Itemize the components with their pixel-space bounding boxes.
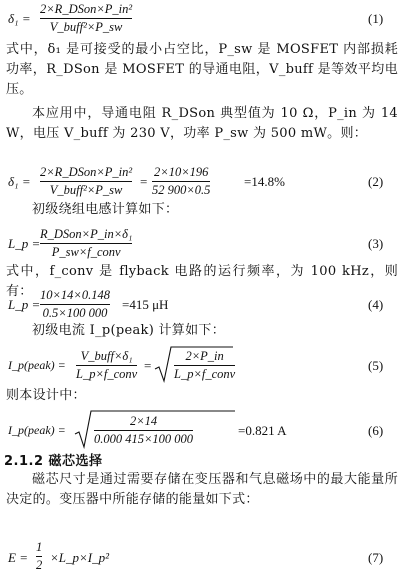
eq2-result: =14.8% [244, 174, 285, 189]
eq4-numerator: 10×14×0.148 [40, 288, 110, 302]
eq3-number: (3) [368, 236, 384, 251]
eq6-lhs: I_p(peak) = [8, 423, 66, 437]
eq4-fraction [40, 288, 110, 321]
eq2-number: (2) [368, 174, 384, 189]
paragraph-1: 式中，δ₁ 是可接受的最小占空比，P_sw 是 MOSFET 内部损耗功率，R_DSon 是 MOSFET 的导通电阻，V_buff 是等效平均电压。 [6, 42, 398, 97]
eq6-result: =0.821 A [238, 423, 287, 438]
eq4-number: (4) [368, 297, 384, 312]
eq1-lhs: δ₁ = [8, 11, 31, 26]
eq5-denominator-2: L_p×f_conv [174, 367, 236, 381]
eq6-numerator: 2×14 [129, 414, 158, 428]
eq3-numerator: R_DSon×P_in×δ₁ [40, 227, 133, 241]
fraction-bar [40, 304, 110, 305]
fraction-bar [152, 181, 210, 182]
eq2-fraction-numeric [152, 165, 210, 198]
fraction-bar [36, 556, 42, 557]
eq5-equals: = [144, 358, 152, 373]
eq5-number: (5) [368, 358, 384, 373]
paragraph-5: 初级电流 I_p(peak) 计算如下： [32, 323, 226, 338]
eq7-fraction [36, 540, 42, 573]
eq6-denominator: 0.000 415×100 000 [94, 432, 194, 446]
eq1-numerator: 2×R_DSon×P_in² [40, 2, 133, 16]
eq3-fraction [40, 227, 132, 260]
eq1-fraction [40, 2, 132, 35]
eq4-denominator: 0.5×100 000 [42, 306, 108, 320]
fraction-bar [76, 365, 137, 366]
fraction-bar [40, 243, 132, 244]
eq5-denominator-1: L_p×f_conv [76, 367, 138, 381]
eq2-denominator-numeric: 52 900×0.5 [152, 183, 211, 197]
eq2-numerator-symbolic: 2×R_DSon×P_in² [40, 165, 133, 179]
eq5-fraction-1 [76, 349, 137, 382]
fraction-bar [94, 430, 193, 431]
eq3-denominator: P_sw×f_conv [51, 245, 121, 259]
eq6-number: (6) [368, 423, 384, 438]
fraction-bar [40, 18, 132, 19]
eq1-number: (1) [368, 11, 384, 26]
eq4-lhs: L_p = [8, 297, 41, 312]
paragraph-2: 本应用中，导通电阻 R_DSon 典型值为 10 Ω，P_in 为 14 W，电压 V_buff 为 230 V，功率 P_sw 为 500 mW。则： [6, 106, 398, 141]
eq7-numerator: 1 [36, 540, 43, 554]
eq6-fraction [94, 414, 193, 447]
paragraph-7: 磁芯尺寸是通过需要存储在变压器和气息磁场中的最大能量所决定的。变压器中所能存储的能量如下式： [6, 472, 398, 507]
section-heading: 2.1.2 磁芯选择 [4, 454, 103, 469]
eq7-number: (7) [368, 550, 384, 565]
paragraph-3: 初级绕组电感计算如下： [32, 202, 179, 217]
eq2-denominator-symbolic: V_buff²×P_sw [49, 183, 123, 197]
eq7-denominator: 2 [36, 558, 43, 572]
eq5-numerator-1: V_buff×δ₁ [80, 349, 133, 363]
eq7-rest: ×L_p×I_p² [50, 550, 110, 565]
eq5-numerator-2: 2×P_in [185, 349, 224, 363]
eq2-fraction-symbolic [40, 165, 132, 198]
paragraph-6: 则本设计中： [6, 388, 86, 403]
eq2-equals: = [140, 174, 148, 189]
eq4-result: =415 μH [122, 297, 169, 312]
fraction-bar [40, 181, 132, 182]
eq5-fraction-2 [174, 349, 235, 382]
eq5-lhs: I_p(peak) = [8, 358, 66, 372]
fraction-bar [174, 365, 235, 366]
eq3-lhs: L_p = [8, 236, 41, 251]
eq7-lhs: E = [8, 550, 28, 565]
eq2-numerator-numeric: 2×10×196 [154, 165, 209, 179]
eq1-denominator: V_buff²×P_sw [49, 20, 123, 34]
eq2-lhs: δ₁ = [8, 174, 31, 189]
paragraph-4: 式中，f_conv 是 flyback 电路的运行频率，为 100 kHz，则有： [6, 264, 398, 299]
